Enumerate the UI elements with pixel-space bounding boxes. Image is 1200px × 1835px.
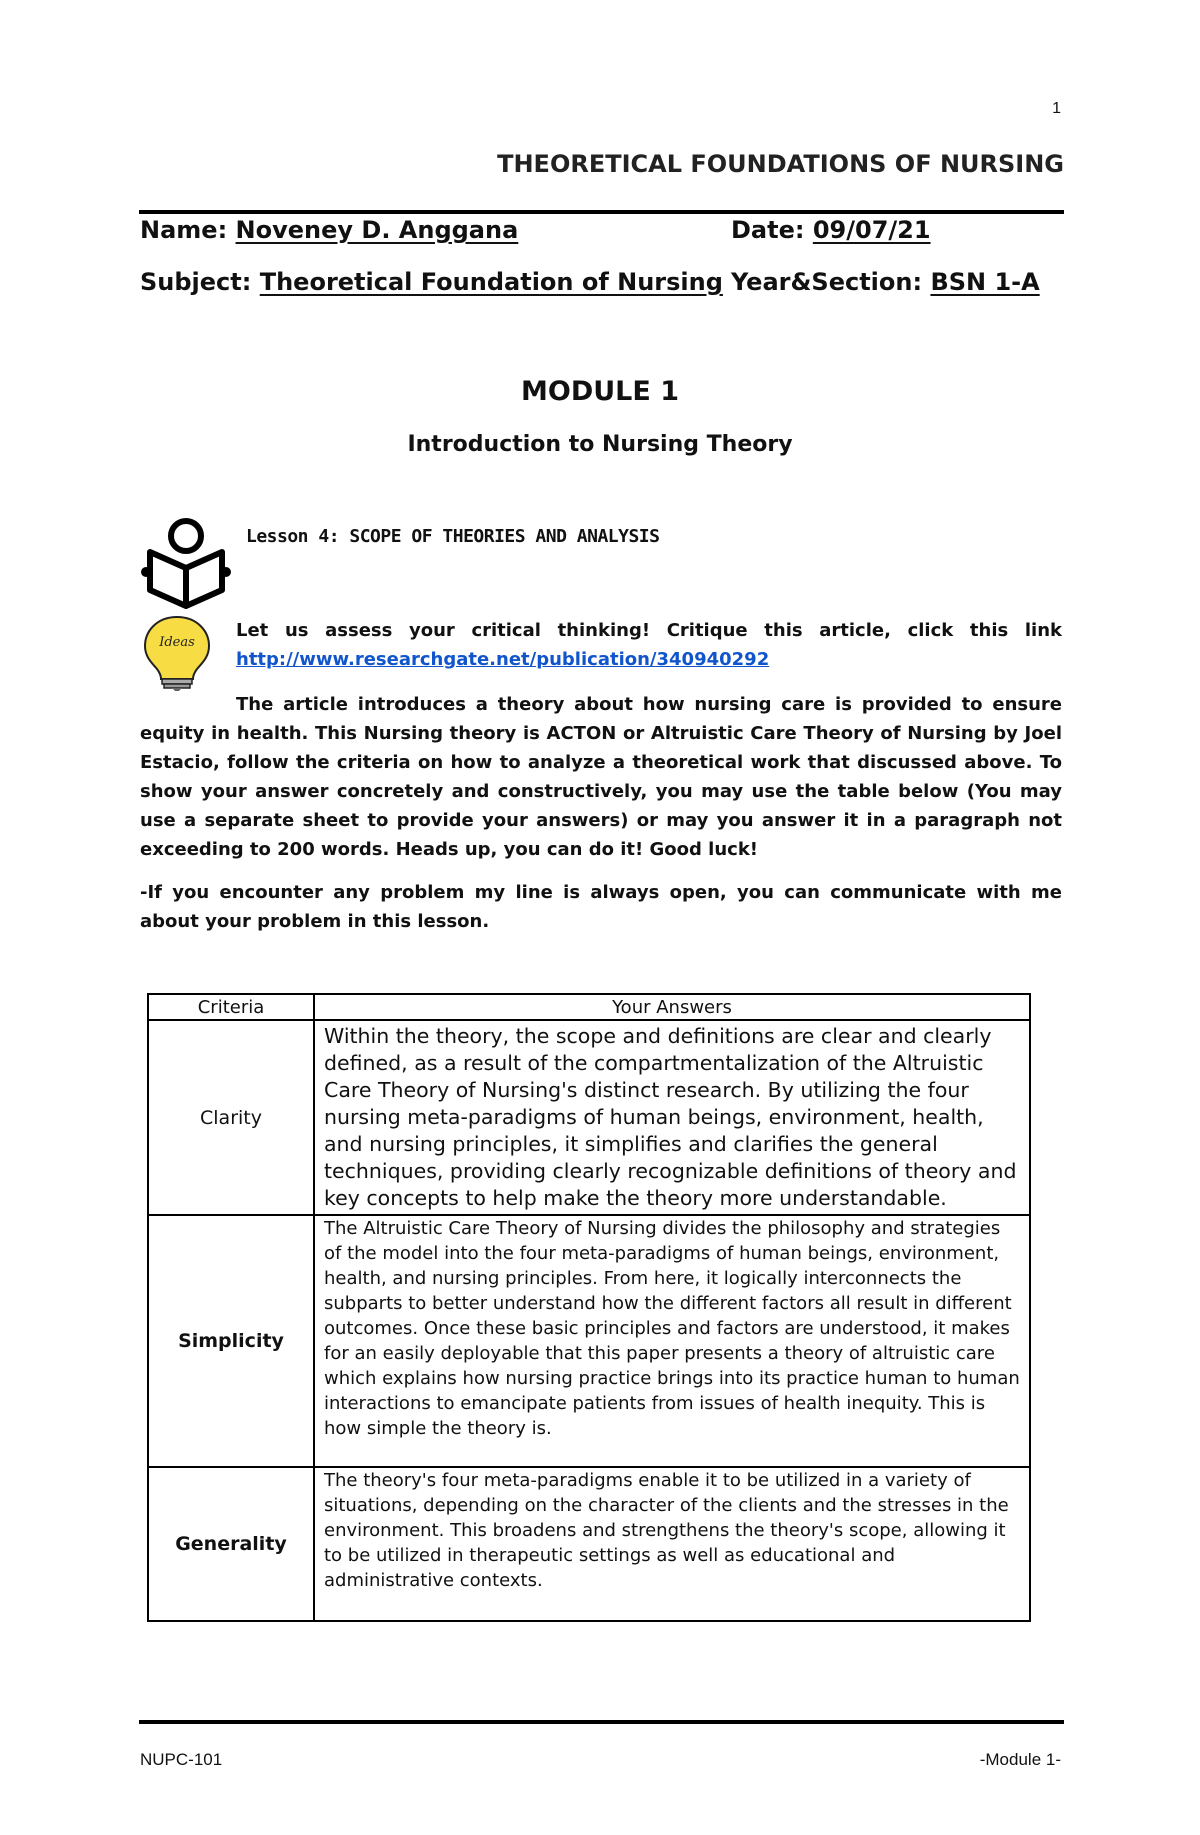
page-number: 1	[1052, 100, 1061, 117]
instructions-body: The article introduces a theory about how nursing care is provided to ensure equity in health. This Nursing theory is ACTON or Altruistic Care Theory of Nursing by Joel Estacio, follow the criteria on how to analyze a theoretical work that discussed above. To show your answer concretely and constructively, you may use the table below (You may use a separate sheet to provide your answers) or may you answer it in a paragraph not exceeding to 200 words. Heads up, you can do it! Good luck!	[140, 694, 1062, 860]
student-name: Noveney D. Anggana	[235, 216, 519, 244]
instructions-note: -If you encounter any problem my line is always open, you can communicate with me about your problem in this lesson.	[140, 882, 1062, 932]
year-section-value: BSN 1-A	[930, 268, 1040, 296]
bulb-label: Ideas	[159, 635, 195, 650]
answer-cell: Within the theory, the scope and definitions are clear and clearly defined, as a result of the compartmentalization of the Altruistic Care Theory of Nursing's distinct research. By utilizing the four nursing meta-paradigms of human beings, environment, health, and nursing principles, it simplifies and clarifies the general techniques, providing clearly recognizable definitions of theory and key concepts to help make the theory more understandable.	[314, 1020, 1030, 1215]
answer-cell: The Altruistic Care Theory of Nursing divides the philosophy and strategies of the model into the four meta-paradigms of human beings, environment, health, and nursing principles. From here, it logically interconnects the subparts to better understand how the different factors all result in different outcomes. Once these basic principles and factors are understood, it makes for an easily deployable that this paper presents a theory of altruistic care which explains how nursing practice brings into its practice human to human interactions to emancipate patients from issues of health inequity. This is how simple the theory is.	[314, 1215, 1030, 1467]
year-section-label: Year&Section:	[731, 268, 923, 296]
instructions-lead: Let us assess your critical thinking! Critique this article, click this link	[236, 620, 1062, 641]
criteria-table	[147, 993, 1031, 1622]
table-row	[148, 1215, 1030, 1467]
name-label: Name:	[140, 216, 228, 244]
subject-field	[140, 268, 723, 296]
answer-cell: The theory's four meta-paradigms enable it to be utilized in a variety of situations, depending on the character of the clients and the stresses in the environment. This broadens and strengthens the theory's scope, allowing it to be utilized in therapeutic settings as well as educational and administrative contexts.	[314, 1467, 1030, 1621]
name-field	[140, 216, 518, 244]
header-rule	[139, 210, 1064, 214]
module-title: MODULE 1	[521, 376, 679, 407]
article-link[interactable]: http://www.researchgate.net/publication/340940292	[236, 649, 770, 670]
lesson-title: Lesson 4: SCOPE OF THEORIES AND ANALYSIS	[246, 526, 660, 547]
idea-bulb-icon	[140, 613, 218, 691]
criteria-cell: Simplicity	[148, 1215, 314, 1467]
date-value: 09/07/21	[812, 216, 931, 244]
year-section-field	[731, 268, 1040, 296]
table-row	[148, 1020, 1030, 1215]
footer-module: -Module 1-	[979, 1750, 1061, 1769]
module-subtitle: Introduction to Nursing Theory	[407, 432, 793, 457]
course-title: THEORETICAL FOUNDATIONS OF NURSING	[497, 150, 1064, 178]
header-answers: Your Answers	[314, 994, 1030, 1020]
header-criteria: Criteria	[148, 994, 314, 1020]
table-row	[148, 1467, 1030, 1621]
subject-value: Theoretical Foundation of Nursing	[259, 268, 723, 296]
criteria-cell: Clarity	[148, 1020, 314, 1215]
footer-rule	[139, 1720, 1064, 1724]
date-field	[731, 216, 931, 244]
criteria-cell: Generality	[148, 1467, 314, 1621]
footer-course-code: NUPC-101	[140, 1750, 223, 1769]
table-header-row	[148, 994, 1030, 1020]
date-label: Date:	[731, 216, 805, 244]
subject-label: Subject:	[140, 268, 252, 296]
reading-student-icon	[140, 516, 232, 610]
